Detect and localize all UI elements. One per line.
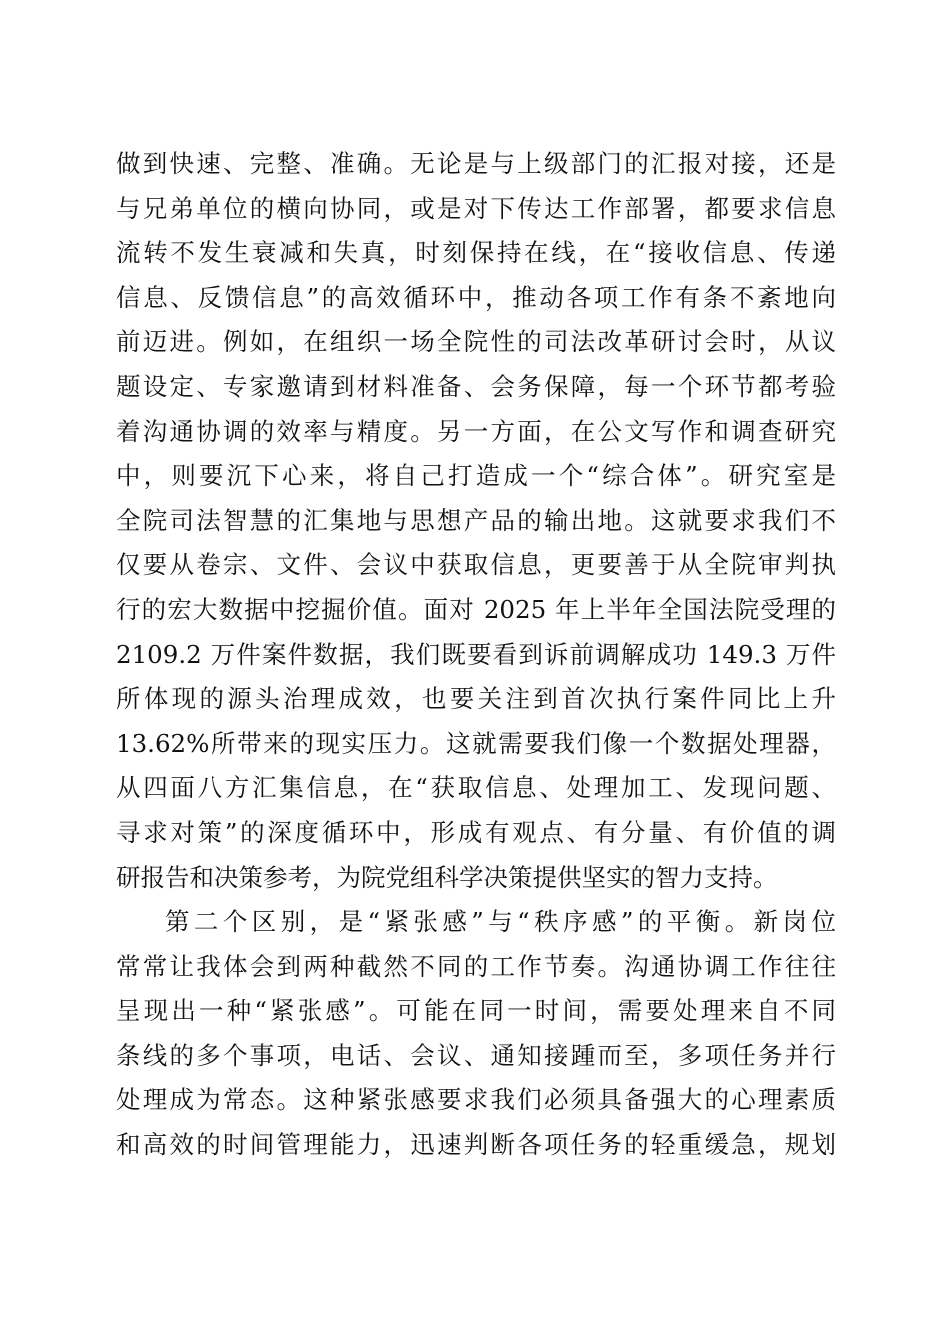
text-line: 13.62%所带来的现实压力。这就需要我们像一个数据处理器， bbox=[116, 728, 836, 758]
text-line: 中，则要沉下心来，将自己打造成一个“综合体”。研究室是 bbox=[116, 461, 836, 491]
text-line: 所体现的源头治理成效，也要关注到首次执行案件同比上升 bbox=[116, 684, 836, 714]
text-line: 从四面八方汇集信息，在“获取信息、处理加工、发现问题、 bbox=[116, 773, 836, 803]
text-line: 寻求对策”的深度循环中，形成有观点、有分量、有价值的调 bbox=[116, 817, 836, 847]
paragraph-2 bbox=[116, 900, 836, 1168]
text-line: 仅要从卷宗、文件、会议中获取信息，更要善于从全院审判执 bbox=[116, 550, 836, 580]
text-line: 处理成为常态。这种紧张感要求我们必须具备强大的心理素质 bbox=[116, 1085, 836, 1115]
text-line: 着沟通协调的效率与精度。另一方面，在公文写作和调查研究 bbox=[116, 416, 836, 446]
text-line: 与兄弟单位的横向协同，或是对下传达工作部署，都要求信息 bbox=[116, 193, 836, 223]
text-line: 全院司法智慧的汇集地与思想产品的输出地。这就要求我们不 bbox=[116, 505, 836, 535]
text-line: 研报告和决策参考，为院党组科学决策提供坚实的智力支持。 bbox=[116, 862, 778, 892]
text-line: 流转不发生衰减和失真，时刻保持在线，在“接收信息、传递 bbox=[116, 238, 836, 268]
text-line: 常常让我体会到两种截然不同的工作节奏。沟通协调工作往往 bbox=[116, 951, 836, 981]
text-line: 行的宏大数据中挖掘价值。面对 2025 年上半年全国法院受理的 bbox=[116, 594, 836, 624]
text-line: 呈现出一种“紧张感”。可能在同一时间，需要处理来自不同 bbox=[116, 996, 836, 1026]
text-line: 条线的多个事项，电话、会议、通知接踵而至，多项任务并行 bbox=[116, 1040, 836, 1070]
text-line: 题设定、专家邀请到材料准备、会务保障，每一个环节都考验 bbox=[116, 371, 836, 401]
text-line: 和高效的时间管理能力，迅速判断各项任务的轻重缓急，规划 bbox=[116, 1130, 836, 1160]
text-line: 信息、反馈信息”的高效循环中，推动各项工作有条不紊地向 bbox=[116, 282, 836, 312]
text-line: 做到快速、完整、准确。无论是与上级部门的汇报对接，还是 bbox=[116, 149, 836, 178]
body-text bbox=[116, 142, 836, 1168]
paragraph-1 bbox=[116, 142, 836, 900]
text-line: 2109.2 万件案件数据，我们既要看到诉前调解成功 149.3 万件 bbox=[116, 639, 836, 669]
text-line: 第二个区别，是“紧张感”与“秩序感”的平衡。新岗位 bbox=[165, 907, 836, 937]
text-line: 前迈进。例如，在组织一场全院性的司法改革研讨会时，从议 bbox=[116, 327, 836, 357]
